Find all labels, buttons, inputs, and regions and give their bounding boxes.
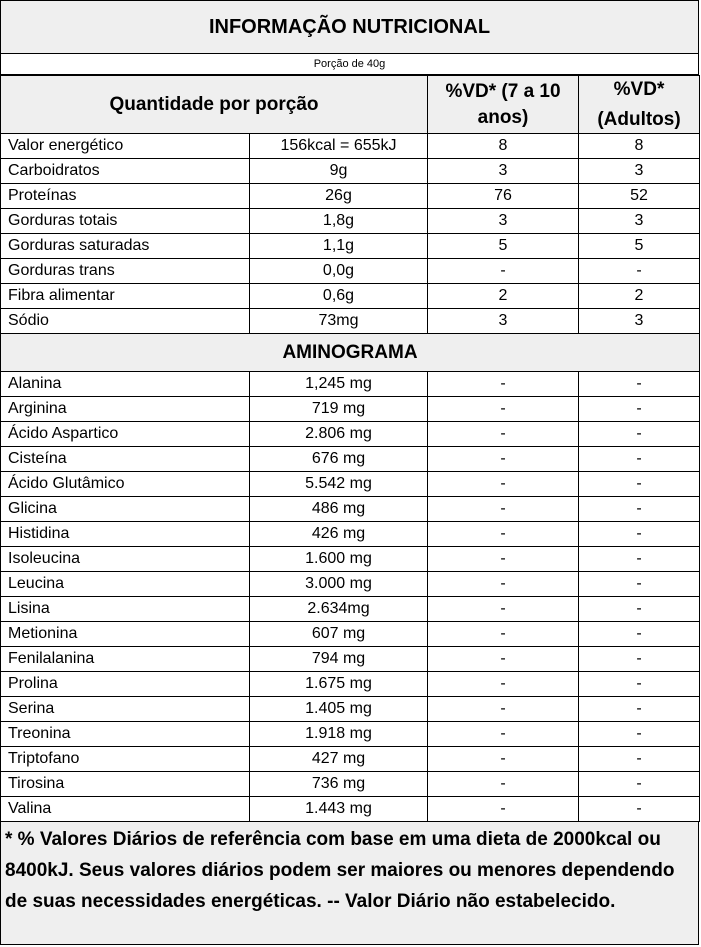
- nutrient-name: Proteínas: [1, 184, 250, 209]
- nutrient-name: Leucina: [1, 572, 250, 597]
- vd-adults-value: -: [579, 622, 700, 647]
- amount-value: 426 mg: [250, 522, 428, 547]
- header-row: [1, 76, 700, 105]
- amount-value: 1,8g: [250, 209, 428, 234]
- nutrients-body: [1, 76, 700, 334]
- nutrient-name: Lisina: [1, 597, 250, 622]
- table-row: [1, 722, 700, 747]
- table-row: [1, 284, 700, 309]
- vd-adults-value: 52: [579, 184, 700, 209]
- table-row: [1, 472, 700, 497]
- footnote: * % Valores Diários de referência com base em uma dieta de 2000kcal ou 8400kJ. Seus valores diários podem ser maiores ou menores dependendo de suas necessidades energéticas. -- Valor Diário não estabelecido.: [0, 822, 699, 945]
- table-row: [1, 234, 700, 259]
- amount-value: 794 mg: [250, 647, 428, 672]
- vd-children-value: 3: [428, 159, 579, 184]
- table-row: [1, 397, 700, 422]
- vd-children-value: 8: [428, 134, 579, 159]
- table-row: [1, 772, 700, 797]
- vd-adults-header: %VD*: [579, 76, 700, 105]
- vd-children-value: -: [428, 259, 579, 284]
- amount-value: 719 mg: [250, 397, 428, 422]
- vd-adults-value: -: [579, 747, 700, 772]
- vd-children-value: -: [428, 597, 579, 622]
- amount-value: 1.600 mg: [250, 547, 428, 572]
- amino-acids-body: [1, 372, 700, 822]
- table-row: [1, 697, 700, 722]
- vd-children-value: -: [428, 747, 579, 772]
- vd-children-value: -: [428, 422, 579, 447]
- table-row: [1, 309, 700, 334]
- nutrient-name: Serina: [1, 697, 250, 722]
- nutrient-name: Tirosina: [1, 772, 250, 797]
- vd-children-value: -: [428, 647, 579, 672]
- vd-children-value: -: [428, 447, 579, 472]
- vd-adults-value: 3: [579, 309, 700, 334]
- vd-adults-value: -: [579, 422, 700, 447]
- nutrient-name: Triptofano: [1, 747, 250, 772]
- table-row: [1, 747, 700, 772]
- vd-adults-value: -: [579, 597, 700, 622]
- vd-children-value: 2: [428, 284, 579, 309]
- aminogram-title-row: [1, 334, 700, 372]
- table-row: [1, 209, 700, 234]
- vd-adults-value: -: [579, 397, 700, 422]
- nutrients-table: [0, 75, 700, 822]
- amount-value: 1,1g: [250, 234, 428, 259]
- table-row: [1, 547, 700, 572]
- table-title: INFORMAÇÃO NUTRICIONAL: [0, 0, 699, 54]
- amount-value: 2.634mg: [250, 597, 428, 622]
- vd-children-value: -: [428, 522, 579, 547]
- amount-value: 676 mg: [250, 447, 428, 472]
- vd-adults-value: 3: [579, 209, 700, 234]
- quantity-header: Quantidade por porção: [1, 76, 428, 134]
- amount-value: 0,0g: [250, 259, 428, 284]
- vd-children-value: -: [428, 547, 579, 572]
- nutrient-name: Gorduras totais: [1, 209, 250, 234]
- nutrient-name: Treonina: [1, 722, 250, 747]
- vd-adults-value: 8: [579, 134, 700, 159]
- nutrient-name: Valina: [1, 797, 250, 822]
- nutrient-name: Gorduras trans: [1, 259, 250, 284]
- amount-value: 486 mg: [250, 497, 428, 522]
- table-row: [1, 372, 700, 397]
- table-row: [1, 134, 700, 159]
- amount-value: 1.443 mg: [250, 797, 428, 822]
- amount-value: 3.000 mg: [250, 572, 428, 597]
- nutrient-name: Sódio: [1, 309, 250, 334]
- table-row: [1, 522, 700, 547]
- vd-children-value: 5: [428, 234, 579, 259]
- vd-adults-value: -: [579, 547, 700, 572]
- portion-size: Porção de 40g: [0, 54, 699, 75]
- table-row: [1, 622, 700, 647]
- table-row: [1, 159, 700, 184]
- amount-value: 26g: [250, 184, 428, 209]
- vd-adults-value: 2: [579, 284, 700, 309]
- amount-value: 0,6g: [250, 284, 428, 309]
- vd-adults-value: -: [579, 497, 700, 522]
- nutrient-name: Glicina: [1, 497, 250, 522]
- vd-children-value: 3: [428, 309, 579, 334]
- vd-children-value: -: [428, 797, 579, 822]
- vd-adults-value: -: [579, 722, 700, 747]
- vd-children-value: -: [428, 397, 579, 422]
- table-row: [1, 647, 700, 672]
- vd-children-value: -: [428, 697, 579, 722]
- table-row: [1, 572, 700, 597]
- nutrient-name: Ácido Aspartico: [1, 422, 250, 447]
- vd-children-value: 76: [428, 184, 579, 209]
- vd-children-header: %VD* (7 a 10 anos): [428, 76, 579, 134]
- vd-adults-header-sub: (Adultos): [579, 105, 700, 134]
- vd-adults-value: -: [579, 647, 700, 672]
- vd-children-value: -: [428, 672, 579, 697]
- table-row: [1, 497, 700, 522]
- nutrient-name: Carboidratos: [1, 159, 250, 184]
- vd-children-value: -: [428, 622, 579, 647]
- nutrient-name: Histidina: [1, 522, 250, 547]
- amount-value: 1,245 mg: [250, 372, 428, 397]
- table-row: [1, 422, 700, 447]
- nutrient-name: Fenilalanina: [1, 647, 250, 672]
- amount-value: 156kcal = 655kJ: [250, 134, 428, 159]
- amount-value: 2.806 mg: [250, 422, 428, 447]
- amount-value: 607 mg: [250, 622, 428, 647]
- vd-adults-value: -: [579, 797, 700, 822]
- amount-value: 1.918 mg: [250, 722, 428, 747]
- table-row: [1, 672, 700, 697]
- amount-value: 9g: [250, 159, 428, 184]
- vd-children-value: -: [428, 472, 579, 497]
- vd-children-value: 3: [428, 209, 579, 234]
- vd-children-value: -: [428, 497, 579, 522]
- vd-adults-value: -: [579, 472, 700, 497]
- vd-adults-value: 5: [579, 234, 700, 259]
- nutrient-name: Ácido Glutâmico: [1, 472, 250, 497]
- vd-adults-value: -: [579, 672, 700, 697]
- amount-value: 1.405 mg: [250, 697, 428, 722]
- vd-children-value: -: [428, 722, 579, 747]
- vd-adults-value: 3: [579, 159, 700, 184]
- vd-adults-value: -: [579, 447, 700, 472]
- vd-adults-value: -: [579, 572, 700, 597]
- table-row: [1, 259, 700, 284]
- nutrient-name: Prolina: [1, 672, 250, 697]
- vd-adults-value: -: [579, 697, 700, 722]
- nutrient-name: Valor energético: [1, 134, 250, 159]
- amount-value: 73mg: [250, 309, 428, 334]
- nutrient-name: Metionina: [1, 622, 250, 647]
- table-row: [1, 797, 700, 822]
- nutrient-name: Isoleucina: [1, 547, 250, 572]
- amount-value: 427 mg: [250, 747, 428, 772]
- amount-value: 5.542 mg: [250, 472, 428, 497]
- amount-value: 1.675 mg: [250, 672, 428, 697]
- nutrient-name: Gorduras saturadas: [1, 234, 250, 259]
- aminogram-section: [1, 334, 700, 372]
- nutrient-name: Alanina: [1, 372, 250, 397]
- vd-adults-value: -: [579, 522, 700, 547]
- nutrient-name: Fibra alimentar: [1, 284, 250, 309]
- nutrient-name: Cisteína: [1, 447, 250, 472]
- vd-adults-value: -: [579, 372, 700, 397]
- vd-children-value: -: [428, 572, 579, 597]
- table-row: [1, 184, 700, 209]
- table-row: [1, 447, 700, 472]
- vd-adults-value: -: [579, 772, 700, 797]
- vd-children-value: -: [428, 372, 579, 397]
- vd-children-value: -: [428, 772, 579, 797]
- vd-adults-value: -: [579, 259, 700, 284]
- nutrient-name: Arginina: [1, 397, 250, 422]
- aminogram-title: AMINOGRAMA: [1, 334, 700, 372]
- table-row: [1, 597, 700, 622]
- amount-value: 736 mg: [250, 772, 428, 797]
